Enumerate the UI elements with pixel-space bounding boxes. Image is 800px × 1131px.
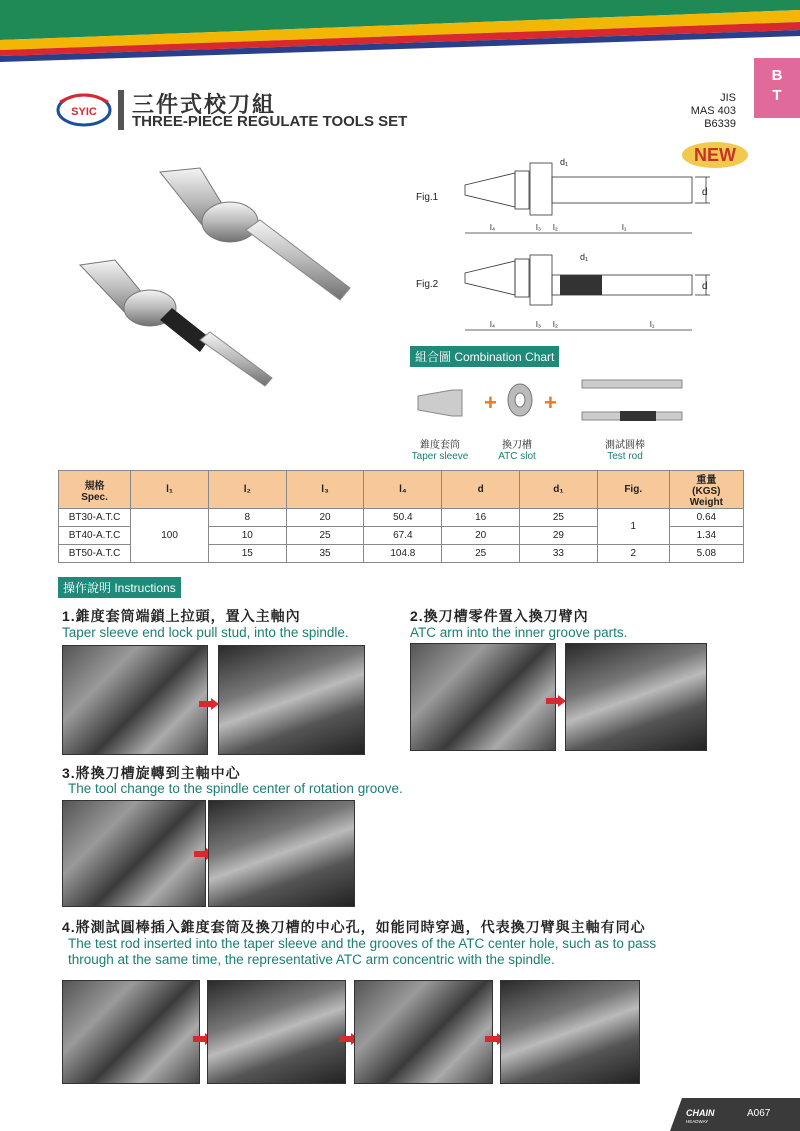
- cell-l3: 35: [286, 545, 364, 563]
- fig1-dim-l4: l₄: [490, 223, 496, 232]
- arrow-right-icon: [199, 698, 219, 710]
- cell-l3: 20: [286, 509, 364, 527]
- combo-item-cn: 測試圓棒: [605, 440, 645, 451]
- cell-d1: 33: [520, 545, 598, 563]
- combination-chart-header: 組合圖 Combination Chart: [410, 346, 559, 367]
- side-tab-line2: T: [772, 87, 782, 104]
- cell-l4: 67.4: [364, 527, 442, 545]
- product-photo: [60, 160, 360, 390]
- step3-photo-1: [62, 800, 206, 907]
- cell-spec: BT40-A.T.C: [59, 527, 131, 545]
- fig2-dim-l4: l₄: [490, 320, 496, 329]
- fig1-d1: d₁: [560, 157, 569, 167]
- step4-photo-3: [354, 980, 493, 1084]
- side-tab-line1: B: [771, 67, 783, 84]
- combo-item-en: ATC slot: [498, 451, 536, 462]
- th-l4: l₄: [364, 471, 442, 509]
- th-spec: [59, 471, 131, 509]
- cell-l4: 50.4: [364, 509, 442, 527]
- step3-title-en: The tool change to the spindle center of rotation groove.: [68, 781, 403, 796]
- step4-photo-2: [207, 980, 346, 1084]
- th-d1: d₁: [520, 471, 598, 509]
- title-accent-bar: [118, 90, 124, 130]
- combo-item-en: Test rod: [607, 451, 643, 462]
- plus-sign-1: +: [484, 390, 497, 415]
- cell-spec: BT30-A.T.C: [59, 509, 131, 527]
- cell-fig: 1: [597, 509, 669, 545]
- cell-l3: 25: [286, 527, 364, 545]
- cell-fig: 2: [597, 545, 669, 563]
- fig2-d: d: [702, 281, 708, 292]
- step3-photo-2: [208, 800, 355, 907]
- top-banner: [0, 0, 800, 62]
- plus-sign-2: +: [544, 390, 557, 415]
- combo-item-taper-sleeve: [400, 440, 480, 462]
- cell-d: 25: [442, 545, 520, 563]
- side-tab: [754, 58, 800, 118]
- step4-photo-1: [62, 980, 200, 1084]
- fig1-dim-l3: l₃: [536, 223, 542, 232]
- standard-line2: MAS 403: [690, 105, 736, 117]
- fig1-label: Fig.1: [416, 192, 439, 203]
- step4-title-cn: 4.將測試圓棒插入錐度套筒及換刀槽的中心孔，如能同時穿過，代表換刀臂與主軸有同心: [62, 919, 646, 935]
- th-l1: l₁: [131, 471, 209, 509]
- step4-photo-4: [500, 980, 640, 1084]
- cell-l2: 8: [208, 509, 286, 527]
- cell-d: 16: [442, 509, 520, 527]
- standard-block: [691, 92, 736, 131]
- page-title-cn: 三件式校刀組: [132, 92, 277, 117]
- cell-l2: 10: [208, 527, 286, 545]
- fig1-dim-l2: l₂: [553, 223, 558, 232]
- step4-title-en-line1: The test rod inserted into the taper sleeve and the grooves of the ATC center hole, such as to pass: [68, 936, 657, 951]
- cell-weight: 1.34: [669, 527, 743, 545]
- cell-weight: 5.08: [669, 545, 743, 563]
- th-weight: [669, 471, 743, 509]
- fig2-dim-l1: l₁: [650, 320, 655, 329]
- footer-brand-sub: HEADWAY: [686, 1119, 709, 1124]
- combo-item-test-rod: [590, 440, 660, 462]
- th-l3: l₃: [286, 471, 364, 509]
- cell-d1: 25: [520, 509, 598, 527]
- table-header-row: [59, 471, 744, 509]
- footer-bar: [670, 1098, 800, 1131]
- th-l2: l₂: [208, 471, 286, 509]
- step1-photo-2: [218, 645, 365, 755]
- fig2-dim-l2: l₂: [553, 320, 558, 329]
- cell-spec: BT50-A.T.C: [59, 545, 131, 563]
- cell-l1: 100: [131, 509, 209, 563]
- fig2-d1: d₁: [580, 252, 589, 262]
- combo-item-cn: 錐度套筒: [420, 440, 460, 451]
- step1-title-en: Taper sleeve end lock pull stud, into the spindle.: [62, 625, 349, 640]
- table-row: [59, 509, 744, 527]
- syic-logo: [56, 92, 112, 128]
- combo-item-atc-slot: [485, 440, 549, 462]
- step3-title-cn: 3.將換刀槽旋轉到主軸中心: [62, 765, 241, 781]
- step2-title-cn: 2.換刀槽零件置入換刀臂內: [410, 608, 589, 624]
- fig2-label: Fig.2: [416, 279, 439, 290]
- fig1-dim-l1: l₁: [622, 223, 627, 232]
- cell-l4: 104.8: [364, 545, 442, 563]
- standard-line3: B6339: [704, 118, 736, 130]
- cell-d: 20: [442, 527, 520, 545]
- combination-chart-diagram: [410, 372, 700, 434]
- fig2-dim-l3: l₃: [536, 320, 542, 329]
- combo-item-en: Taper sleeve: [411, 451, 469, 462]
- page-title-en: THREE-PIECE REGULATE TOOLS SET: [132, 113, 408, 130]
- th-spec-cn: 規格: [84, 480, 105, 492]
- cell-l2: 15: [208, 545, 286, 563]
- cell-d1: 29: [520, 527, 598, 545]
- step1-title-cn: 1.錐度套筒端鎖上拉頭，置入主軸內: [62, 608, 301, 624]
- th-spec-en: Spec.: [81, 491, 108, 503]
- technical-drawing: [410, 155, 730, 340]
- standard-line1: JIS: [720, 92, 736, 104]
- step1-photo-1: [62, 645, 208, 755]
- step2-photo-1: [410, 643, 556, 751]
- new-badge-text: NEW: [694, 145, 736, 165]
- th-fig: Fig.: [597, 471, 669, 509]
- th-weight-cn: 重量: [696, 475, 717, 486]
- step4-title-en-line2: through at the same time, the representative ATC arm concentric with the spindle.: [68, 952, 555, 967]
- spec-table: [58, 470, 744, 563]
- th-d: d: [442, 471, 520, 509]
- th-weight-unit: (KGS): [692, 486, 721, 497]
- page-number: A067: [747, 1108, 771, 1119]
- logo-text: SYIC: [71, 106, 97, 118]
- step2-title-en: ATC arm into the inner groove parts.: [410, 625, 628, 640]
- step2-photo-2: [565, 643, 707, 751]
- cell-weight: 0.64: [669, 509, 743, 527]
- combo-item-cn: 換刀槽: [502, 440, 532, 451]
- fig1-d: d: [702, 187, 708, 198]
- th-weight-en: Weight: [689, 497, 723, 508]
- footer-brand: CHAIN: [686, 1108, 715, 1118]
- instructions-header: 操作說明 Instructions: [58, 577, 181, 598]
- arrow-right-icon: [546, 695, 566, 707]
